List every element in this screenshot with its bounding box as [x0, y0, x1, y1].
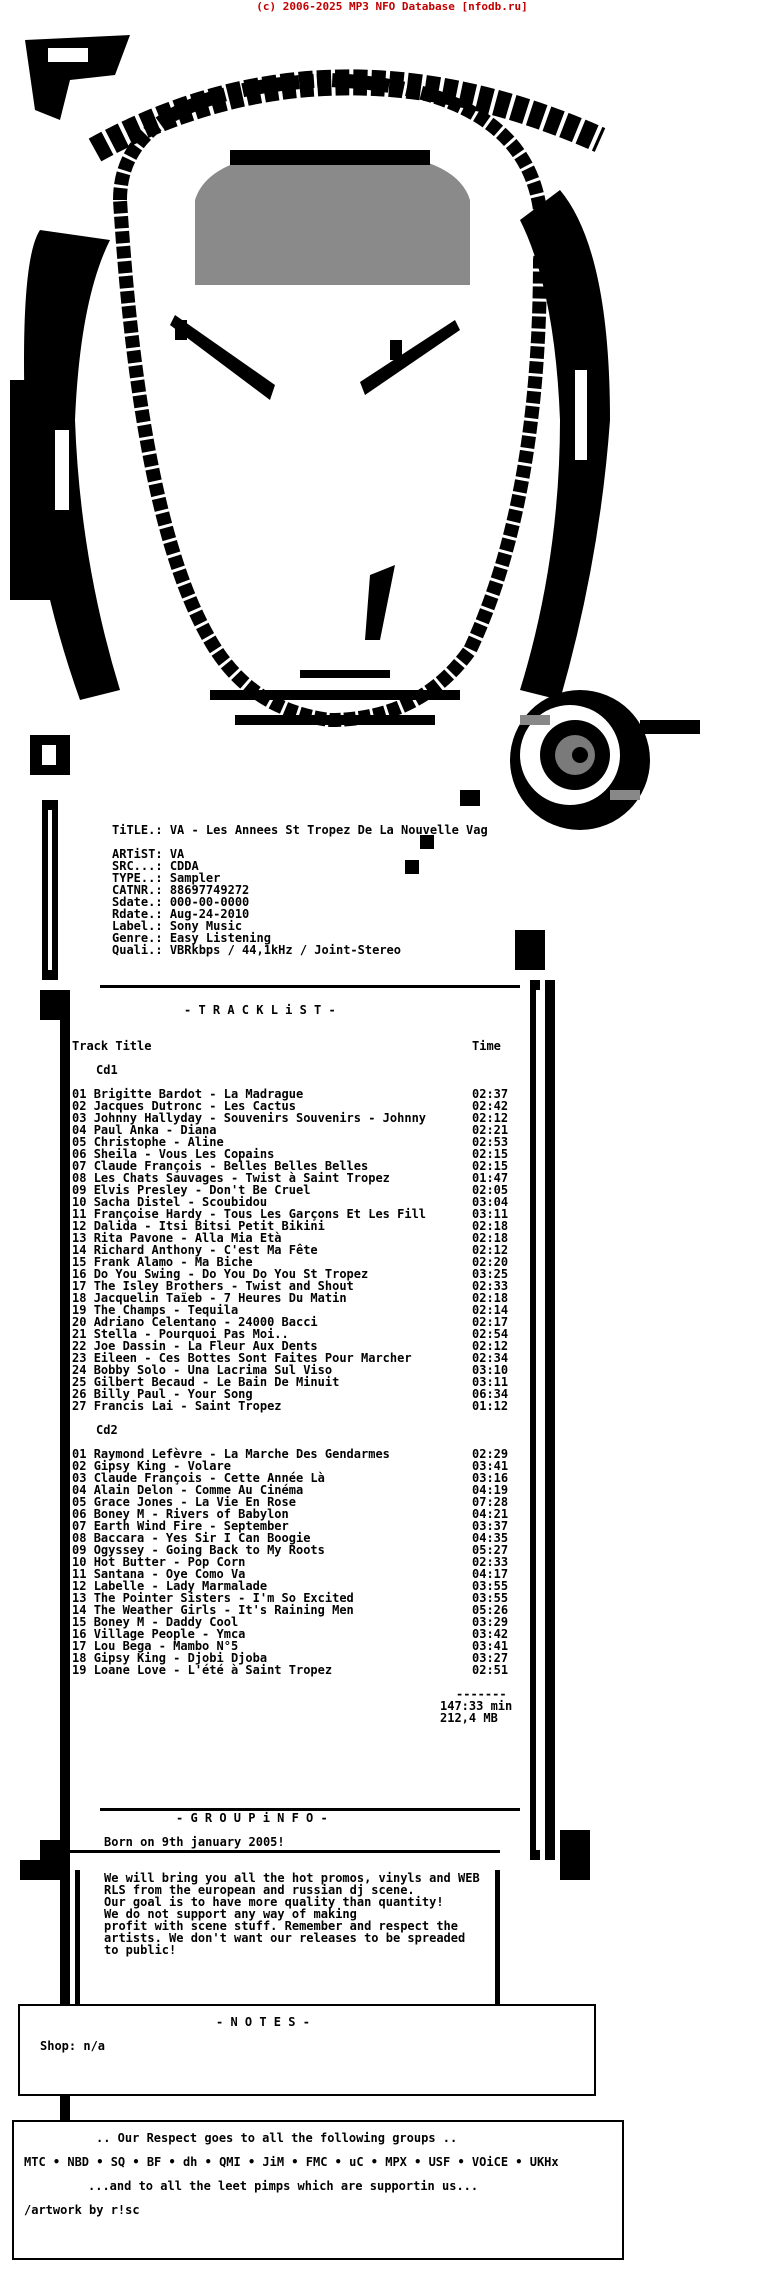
track-title: Paul Anka - Diana [93, 1123, 217, 1137]
track-duration: 02:15 [472, 1159, 509, 1173]
track-number: 03 [72, 1471, 87, 1485]
groupinfo-line: to public! [104, 1943, 177, 1957]
track-title: Adriano Celentano - 24000 Bacci [93, 1315, 318, 1329]
track-row [72, 1664, 332, 1676]
track-duration: 02:29 [472, 1447, 509, 1461]
headband-arc [95, 82, 600, 150]
track-title: Frank Alamo - Ma Biche [93, 1255, 253, 1269]
track-title: Claude François - Cette Année Là [93, 1471, 325, 1485]
artwork-credit: /artwork by r!sc [24, 2203, 140, 2217]
track-title: Les Chats Sauvages - Twist à Saint Tropez [93, 1171, 390, 1185]
track-title: The Pointer Sisters - I'm So Excited [93, 1591, 354, 1605]
track-number: 26 [72, 1387, 87, 1401]
track-number: 19 [72, 1663, 87, 1677]
track-number: 13 [72, 1591, 87, 1605]
track-title: Earth Wind Fire - September [93, 1519, 289, 1533]
track-duration: 02:53 [472, 1135, 509, 1149]
total-time: 147:33 min [440, 1699, 513, 1713]
track-title: Boney M - Rivers of Babylon [93, 1507, 289, 1521]
tracklist-heading: - T R A C K L i S T - [184, 1003, 336, 1017]
track-title: Eileen - Ces Bottes Sont Faites Pour Marcher [93, 1351, 412, 1365]
track-number: 07 [72, 1159, 87, 1173]
track-duration: 02:18 [472, 1291, 509, 1305]
track-number: 16 [72, 1627, 87, 1641]
track-number: 03 [72, 1111, 87, 1125]
track-duration: 02:33 [472, 1555, 509, 1569]
track-number: 19 [72, 1303, 87, 1317]
track-number: 20 [72, 1315, 87, 1329]
track-duration: 03:25 [472, 1267, 509, 1281]
title-label: TiTLE.: [112, 823, 163, 837]
track-duration: 03:11 [472, 1375, 509, 1389]
track-title: Lou Bega - Mambo N°5 [93, 1639, 239, 1653]
track-number: 27 [72, 1399, 87, 1413]
track-number: 07 [72, 1519, 87, 1533]
track-duration: 02:12 [472, 1111, 509, 1125]
groupinfo-line: We will bring you all the hot promos, vinyls and WEB [104, 1871, 480, 1885]
track-title: Brigitte Bardot - La Madrague [93, 1087, 304, 1101]
track-title: Ogyssey - Going Back to My Roots [93, 1543, 325, 1557]
track-title: The Champs - Tequila [93, 1303, 239, 1317]
groupinfo-line: We do not support any way of making [104, 1907, 357, 1921]
track-duration: 02:33 [472, 1279, 509, 1293]
track-duration: 01:12 [472, 1399, 509, 1413]
track-duration: 02:18 [472, 1219, 509, 1233]
track-duration: 05:26 [472, 1603, 509, 1617]
track-number: 09 [72, 1543, 87, 1557]
track-number: 08 [72, 1531, 87, 1545]
track-number: 02 [72, 1459, 87, 1473]
track-duration: 02:15 [472, 1147, 509, 1161]
groupinfo-line: Our goal is to have more quality than quantity! [104, 1895, 444, 1909]
track-duration: 01:47 [472, 1171, 509, 1185]
track-duration: 03:29 [472, 1615, 509, 1629]
track-duration: 03:55 [472, 1579, 509, 1593]
track-duration: 02:12 [472, 1243, 509, 1257]
track-title: Boney M - Daddy Cool [93, 1615, 239, 1629]
notes-shop: Shop: n/a [40, 2039, 106, 2053]
track-duration: 03:10 [472, 1363, 509, 1377]
track-title: Labelle - Lady Marmalade [93, 1579, 268, 1593]
track-title: Loane Love - L'été à Saint Tropez [93, 1663, 333, 1677]
track-duration: 03:04 [472, 1195, 509, 1209]
nose-mark [365, 565, 395, 640]
track-number: 23 [72, 1351, 87, 1365]
field-street-date: Sdate.: 000-00-0000 [112, 895, 250, 909]
right-scroll-column [515, 930, 590, 1880]
groupinfo-line: profit with scene stuff. Remember and respect the [104, 1919, 459, 1933]
track-number: 06 [72, 1147, 87, 1161]
field-catalog: CATNR.: 88697749272 [112, 883, 250, 897]
track-title: Claude François - Belles Belles Belles [93, 1159, 369, 1173]
track-number: 01 [72, 1447, 87, 1461]
tracklist-col-time: Time [472, 1039, 501, 1053]
track-number: 06 [72, 1507, 87, 1521]
track-duration: 04:21 [472, 1507, 509, 1521]
groupinfo-line: artists. We don't want our releases to be spreaded [104, 1931, 466, 1945]
tracklist-col-title: Track Title [72, 1039, 152, 1053]
track-title: Stella - Pourquoi Pas Moi.. [93, 1327, 289, 1341]
track-duration: 02:20 [472, 1255, 509, 1269]
track-number: 17 [72, 1639, 87, 1653]
track-number: 22 [72, 1339, 87, 1353]
field-label: Label.: Sony Music [112, 919, 243, 933]
track-duration: 03:42 [472, 1627, 509, 1641]
total-separator: ------- [456, 1687, 507, 1701]
field-genre: Genre.: Easy Listening [112, 931, 271, 945]
notes-heading: - N O T E S - [216, 2015, 310, 2029]
track-title: Gipsy King - Volare [93, 1459, 231, 1473]
track-number: 04 [72, 1483, 87, 1497]
site-header[interactable]: (c) 2006-2025 MP3 NFO Database [nfodb.ru] [256, 0, 528, 13]
track-title: Baccara - Yes Sir I Can Boogie [93, 1531, 311, 1545]
track-duration: 03:16 [472, 1471, 509, 1485]
track-title: Billy Paul - Your Song [93, 1387, 253, 1401]
track-duration: 05:27 [472, 1543, 509, 1557]
track-duration: 02:42 [472, 1099, 509, 1113]
track-title: Sheila - Vous Les Copains [93, 1147, 275, 1161]
track-number: 14 [72, 1243, 87, 1257]
rose-ornament [405, 690, 700, 874]
track-duration: 02:34 [472, 1351, 509, 1365]
cd1-label: Cd1 [96, 1063, 118, 1077]
track-title: Hot Butter - Pop Corn [93, 1555, 246, 1569]
track-row [72, 1400, 282, 1412]
cd2-label: Cd2 [96, 1423, 118, 1437]
track-number: 05 [72, 1135, 87, 1149]
track-duration: 04:35 [472, 1531, 509, 1545]
track-number: 01 [72, 1087, 87, 1101]
respect-line: .. Our Respect goes to all the following groups .. [96, 2131, 458, 2145]
track-number: 21 [72, 1327, 87, 1341]
track-duration: 04:19 [472, 1483, 509, 1497]
track-duration: 02:17 [472, 1315, 509, 1329]
field-release-date: Rdate.: Aug-24-2010 [112, 907, 250, 921]
track-number: 18 [72, 1651, 87, 1665]
field-artist: ARTiST: VA [112, 847, 185, 861]
track-number: 16 [72, 1267, 87, 1281]
track-duration: 02:18 [472, 1231, 509, 1245]
track-duration: 03:11 [472, 1207, 509, 1221]
track-title: Jacquelin Taïeb - 7 Heures Du Matin [93, 1291, 347, 1305]
groupinfo-heading: - G R O U P i N F O - [176, 1811, 328, 1825]
track-duration: 03:37 [472, 1519, 509, 1533]
track-number: 04 [72, 1123, 87, 1137]
track-number: 05 [72, 1495, 87, 1509]
track-duration: 02:51 [472, 1663, 509, 1677]
respect-groups: MTC • NBD • SQ • BF • dh • QMI • JiM • FMC • uC • MPX • USF • VOiCE • UKHx [24, 2155, 559, 2169]
track-title: Gipsy King - Djobi Djoba [93, 1651, 268, 1665]
total-size: 212,4 MB [440, 1711, 498, 1725]
track-number: 17 [72, 1279, 87, 1293]
track-number: 10 [72, 1195, 87, 1209]
track-duration: 03:41 [472, 1459, 509, 1473]
track-title: Françoise Hardy - Tous Les Garçons Et Les Fill [93, 1207, 427, 1221]
track-duration: 07:28 [472, 1495, 509, 1509]
track-title: Grace Jones - La Vie En Rose [93, 1495, 296, 1509]
groupinfo-born: Born on 9th january 2005! [104, 1835, 285, 1849]
track-title: Gilbert Becaud - Le Bain De Minuit [93, 1375, 340, 1389]
track-duration: 04:17 [472, 1567, 509, 1581]
title-row [112, 824, 488, 836]
track-duration: 02:14 [472, 1303, 509, 1317]
track-title: Johnny Hallyday - Souvenirs Souvenirs - Johnny [93, 1111, 427, 1125]
track-duration: 03:55 [472, 1591, 509, 1605]
release-title: VA - Les Annees St Tropez De La Nouvelle Vag [169, 823, 488, 837]
track-number: 15 [72, 1255, 87, 1269]
track-title: Richard Anthony - C'est Ma Fête [93, 1243, 318, 1257]
track-title: Rita Pavone - Alla Mia Età [93, 1231, 282, 1245]
track-number: 10 [72, 1555, 87, 1569]
track-title: Alain Delon - Comme Au Cinéma [93, 1483, 304, 1497]
track-duration: 03:41 [472, 1639, 509, 1653]
track-title: Raymond Lefèvre - La Marche Des Gendarmes [93, 1447, 390, 1461]
track-duration: 02:21 [472, 1123, 509, 1137]
track-number: 15 [72, 1615, 87, 1629]
track-duration: 03:27 [472, 1651, 509, 1665]
track-duration: 06:34 [472, 1387, 509, 1401]
tag-scribble [25, 35, 130, 120]
track-title: Francis Lai - Saint Tropez [93, 1399, 282, 1413]
track-number: 08 [72, 1171, 87, 1185]
track-number: 11 [72, 1567, 87, 1581]
track-title: Christophe - Aline [93, 1135, 224, 1149]
track-number: 25 [72, 1375, 87, 1389]
track-number: 12 [72, 1579, 87, 1593]
track-duration: 02:37 [472, 1087, 509, 1101]
track-title: The Isley Brothers - Twist and Shout [93, 1279, 354, 1293]
right-eye [360, 320, 460, 395]
track-title: Dalida - Itsi Bitsi Petit Bikini [93, 1219, 325, 1233]
track-duration: 02:05 [472, 1183, 509, 1197]
track-title: Jacques Dutronc - Les Cactus [93, 1099, 296, 1113]
track-title: The Weather Girls - It's Raining Men [93, 1603, 354, 1617]
track-number: 02 [72, 1099, 87, 1113]
track-number: 09 [72, 1183, 87, 1197]
track-title: Joe Dassin - La Fleur Aux Dents [93, 1339, 318, 1353]
respect-leet-line: ...and to all the leet pimps which are supportin us... [88, 2179, 479, 2193]
track-title: Do You Swing - Do You Do You St Tropez [93, 1267, 369, 1281]
field-type: TYPE..: Sampler [112, 871, 221, 885]
track-title: Santana - Oye Como Va [93, 1567, 246, 1581]
track-title: Village People - Ymca [93, 1627, 246, 1641]
track-number: 14 [72, 1603, 87, 1617]
track-number: 18 [72, 1291, 87, 1305]
field-quality: Quali.: VBRkbps / 44,1kHz / Joint-Stereo [112, 943, 401, 957]
forehead-shade [195, 150, 470, 285]
track-title: Elvis Presley - Don't Be Cruel [93, 1183, 311, 1197]
field-source: SRC...: CDDA [112, 859, 199, 873]
track-duration: 02:12 [472, 1339, 509, 1353]
track-duration: 02:54 [472, 1327, 509, 1341]
track-title: Bobby Solo - Una Lacrima Sul Viso [93, 1363, 333, 1377]
track-title: Sacha Distel - Scoubidou [93, 1195, 268, 1209]
groupinfo-line: RLS from the european and russian dj scene. [104, 1883, 415, 1897]
track-number: 13 [72, 1231, 87, 1245]
track-number: 12 [72, 1219, 87, 1233]
track-number: 24 [72, 1363, 87, 1377]
track-number: 11 [72, 1207, 87, 1221]
